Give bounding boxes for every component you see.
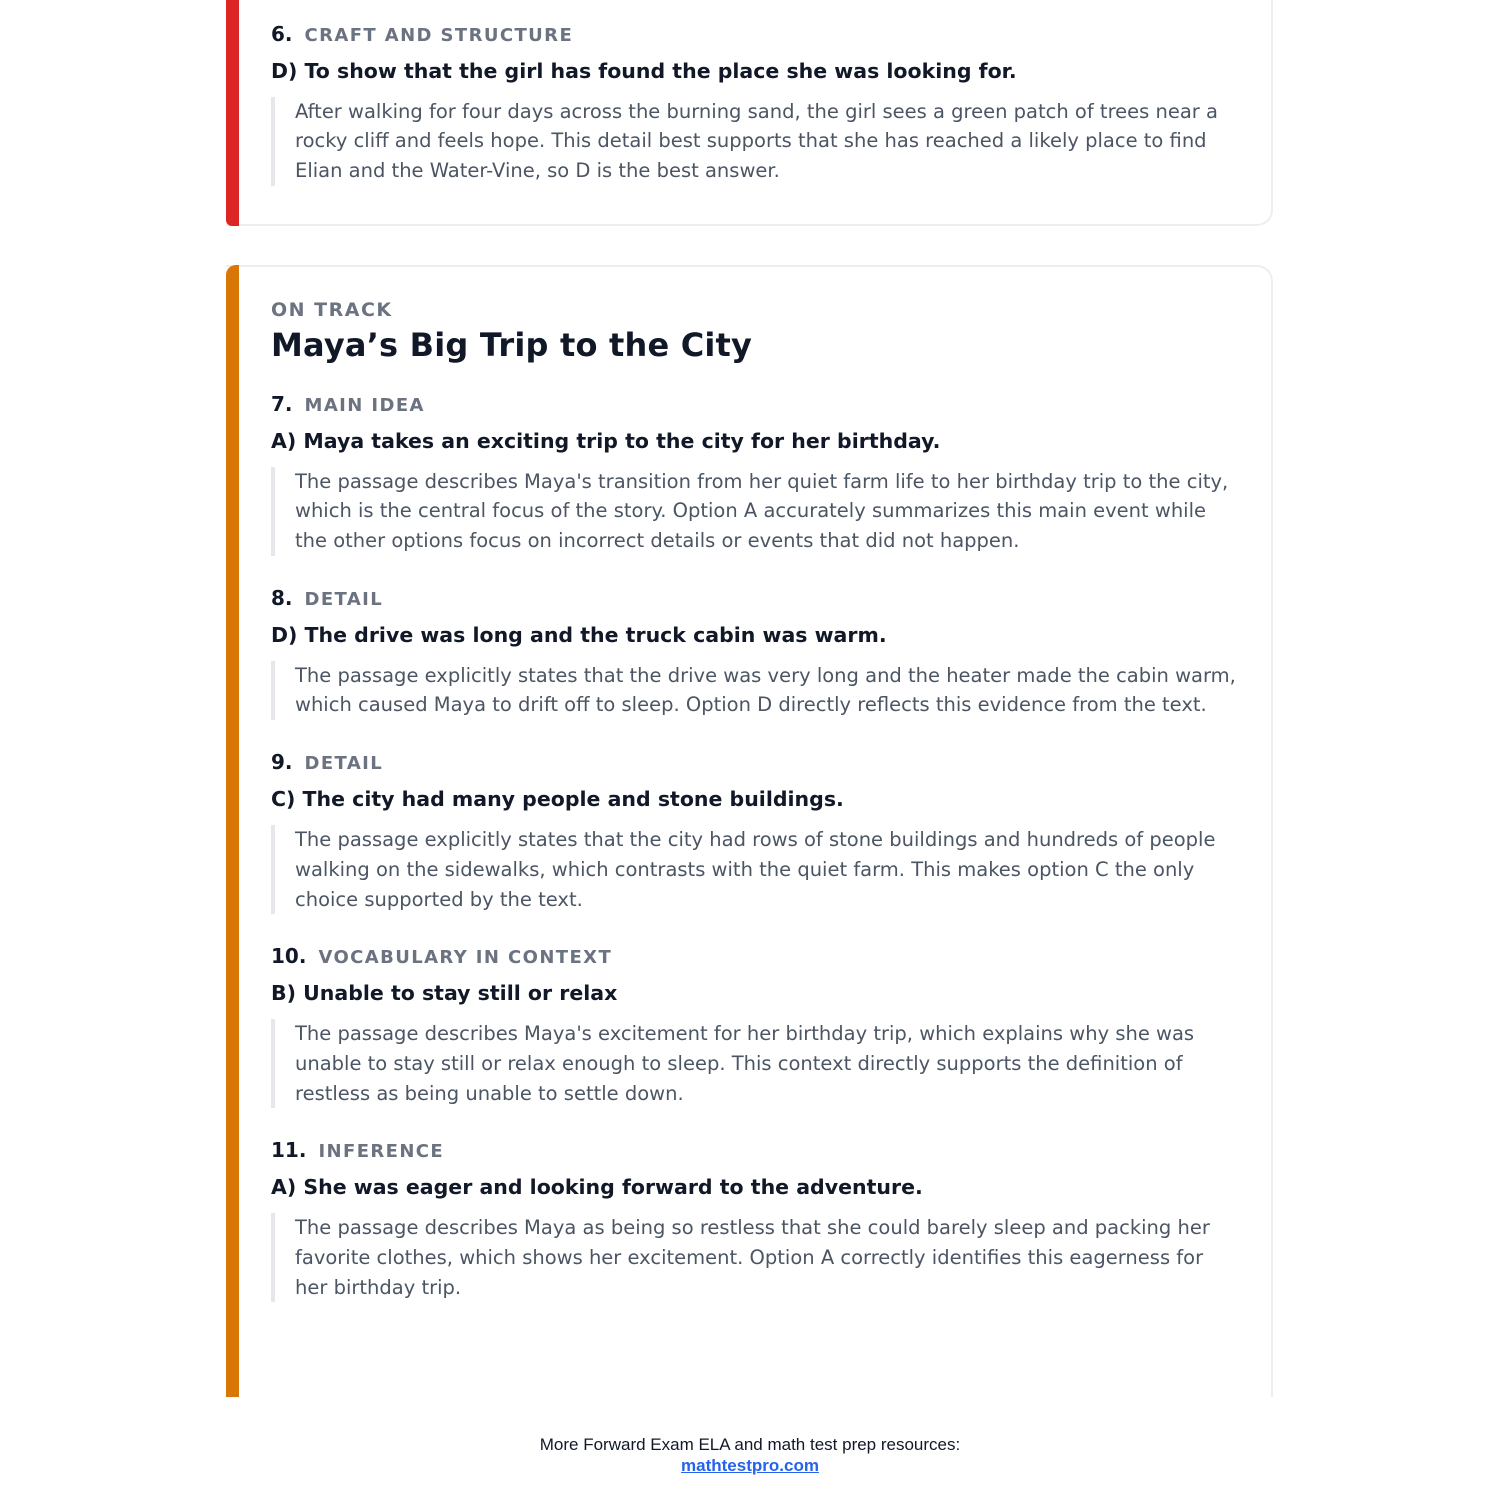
- status-stripe-red: [226, 0, 239, 226]
- question-11: [271, 1138, 1241, 1302]
- question-skill: VOCABULARY IN CONTEXT: [318, 947, 613, 969]
- question-header: [271, 750, 1241, 776]
- question-skill: CRAFT AND STRUCTURE: [304, 25, 574, 46]
- question-number: 6.: [271, 22, 293, 46]
- correct-answer: D) To show that the girl has found the place she was looking for.: [271, 59, 1017, 83]
- question-8: [271, 586, 1241, 720]
- question-number: 10.: [271, 944, 307, 969]
- correct-answer: A) Maya takes an exciting trip to the city for her birthday.: [271, 429, 941, 453]
- question-header: [271, 22, 1241, 48]
- answer-card-passage: [226, 265, 1273, 1425]
- question-header: [271, 1138, 1241, 1164]
- question-header: [271, 944, 1241, 970]
- footer-text: More Forward Exam ELA and math test prep resources:: [539, 1435, 961, 1454]
- passage-status-label: ON TRACK: [271, 299, 393, 321]
- question-header: [271, 392, 1241, 418]
- question-9: [271, 750, 1241, 914]
- answer-explanation: After walking for four days across the burning sand, the girl sees a green patch of trees near a rocky cliff and feels hope. This detail best supports that she has reached a likely place to find Elian and the Water-Vine, so D is the best answer.: [271, 97, 1241, 186]
- question-number: 8.: [271, 586, 293, 611]
- answer-explanation: The passage explicitly states that the city had rows of stone buildings and hundreds of people walking on the sidewalks, which contrasts with the quiet farm. This makes option C the only choice supported by the text.: [271, 825, 1241, 914]
- answer-card-previous: [226, 0, 1273, 226]
- question-6: [271, 22, 1241, 186]
- question-skill: INFERENCE: [318, 1141, 445, 1163]
- question-skill: MAIN IDEA: [304, 395, 425, 416]
- question-skill: DETAIL: [304, 753, 384, 775]
- correct-answer: A) She was eager and looking forward to the adventure.: [271, 1175, 923, 1200]
- correct-answer: B) Unable to stay still or relax: [271, 981, 618, 1006]
- answer-explanation: The passage describes Maya as being so restless that she could barely sleep and packing her favorite clothes, which shows her excitement. Option A correctly identifies this eagerness for her birthday trip.: [271, 1213, 1241, 1302]
- question-number: 9.: [271, 750, 293, 775]
- page-cut: [226, 1397, 1276, 1437]
- footer-link[interactable]: mathtestpro.com: [681, 1456, 819, 1475]
- question-10: [271, 944, 1241, 1108]
- answer-explanation: The passage describes Maya's excitement for her birthday trip, which explains why she was unable to stay still or relax enough to sleep. This context directly supports the definition of restless as being unable to settle down.: [271, 1019, 1241, 1108]
- question-number: 7.: [271, 392, 293, 416]
- question-7: [271, 392, 1241, 556]
- answer-explanation: The passage explicitly states that the drive was very long and the heater made the cabin warm, which caused Maya to drift off to sleep. Option D directly reflects this evidence from the text.: [271, 661, 1241, 721]
- question-skill: DETAIL: [304, 589, 384, 611]
- question-header: [271, 586, 1241, 612]
- card-content: [271, 299, 1241, 1332]
- card-content: [271, 22, 1241, 216]
- status-stripe-orange: [226, 265, 239, 1398]
- answer-explanation: The passage describes Maya's transition from her quiet farm life to her birthday trip to the city, which is the central focus of the story. Option A accurately summarizes this main event while the other options focus on incorrect details or events that did not happen.: [271, 467, 1241, 556]
- correct-answer: C) The city had many people and stone buildings.: [271, 787, 844, 812]
- passage-title: Maya’s Big Trip to the City: [271, 326, 753, 364]
- question-number: 11.: [271, 1138, 307, 1163]
- correct-answer: D) The drive was long and the truck cabin was warm.: [271, 623, 887, 648]
- page-footer: [0, 1434, 1500, 1476]
